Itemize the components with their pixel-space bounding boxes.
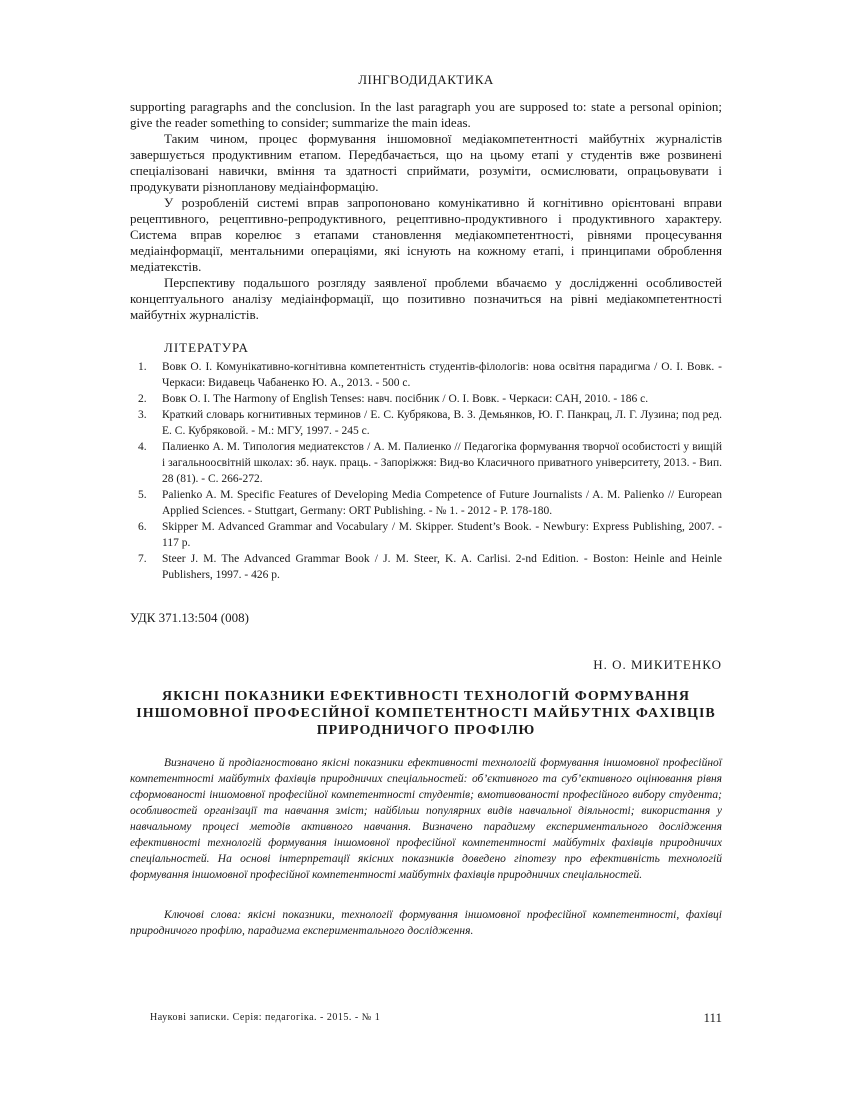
reference-item: 6. Skipper M. Advanced Grammar and Vocabulary / M. Skipper. Student’s Book. - Newbury: Express Publishing, 2007. - 117 p. <box>138 521 722 549</box>
keywords: Ключові слова: якісні показники, технології формування іншомовної професійної компетентності, фахівці природничого профілю, парадигма експериментального дослідження. <box>130 909 722 937</box>
running-header: ЛІНГВОДИДАКТИКА <box>358 72 494 87</box>
page-number: 111 <box>703 1010 722 1025</box>
reference-list <box>130 359 722 583</box>
author-name: Н. О. МИКИТЕНКО <box>593 657 722 672</box>
paragraph-4: Перспективу подальшого розгляду заявленої проблеми вбачаємо у дослідженні особливостей концептуального аналізу медіаінформації, що позитивно позначиться на рівні медіакомпетентності майбутніх журналістів. <box>130 275 722 322</box>
reference-item: 3. Краткий словарь когнитивных терминов / Е. С. Кубрякова, В. З. Демьянков, Ю. Г. Панкрац, Л. Г. Лузина; под ред. Е. С. Кубряковой. - М.: МГУ, 1997. - 245 с. <box>138 409 722 437</box>
journal-footer: Наукові записки. Серія: педагогіка. - 2015. - № 1 <box>150 1012 381 1023</box>
article-title: ЯКІСНІ ПОКАЗНИКИ ЕФЕКТИВНОСТІ ТЕХНОЛОГІЙ ФОРМУВАННЯ ІНШОМОВНОЇ ПРОФЕСІЙНОЇ КОМПЕТЕНТНОСТІ МАЙБУТНІХ ФАХІВЦІВ ПРИРОДНИЧОГО ПРОФІЛЮ <box>136 689 716 738</box>
udk-code: УДК 371.13:504 (008) <box>130 610 249 625</box>
reference-item: 4. Палиенко А. М. Типология медиатекстов / А. М. Палиенко // Педагогіка формування творчої особистості у вищій і загальноосвітній школах: зб. наук. праць. - Запоріжжя: Вид-во Класичного приватного університету, 2013. - Вип. 28 (81). - С. 266-272. <box>138 441 722 485</box>
abstract: Визначено й продіагностовано якісні показники ефективності технологій формування іншомовної професійної компетентності майбутніх фахівців природничих спеціальностей: об’єктивного та суб’єктивного оцінювання рівня сформованості іншомовної професійної компетентності студентів; вмотивованості професійного вибору студента; особливостей організації та навчання зміст; найбільш популярних видів навчальної діяльності; використання у навчальному процесі методів активного навчання. Визначено парадигму експериментального дослідження ефективності технологій формування іншомовної професійної компетентності майбутніх фахівців природничих спеціальностей. На основі інтерпретації якісних показників доведено гіпотезу про ефективність технологій формування іншомовної професійної компетентності майбутніх фахівців природничих спеціальностей. <box>130 757 722 881</box>
reference-item: 5. Palienko A. M. Specific Features of Developing Media Competence of Future Journalists / A. M. Palienko // European Applied Sciences. - Stuttgart, Germany: ORT Publishing. - № 1. - 2012 - P. 178-180. <box>138 489 722 517</box>
literature-title: ЛІТЕРАТУРА <box>164 340 249 355</box>
reference-item: 2. Вовк О. І. The Harmony of English Tenses: навч. посібник / О. І. Вовк. - Черкаси: САН, 2010. - 186 с. <box>138 393 649 405</box>
reference-item: 1. Вовк О. І. Комунікативно-когнітивна компетентність студентів-філологів: нова освітня парадигма / О. І. Вовк. - Черкаси: Видавець Чабаненко Ю. А., 2013. - 500 с. <box>138 361 722 389</box>
paragraph-1: supporting paragraphs and the conclusion. In the last paragraph you are supposed to: state a personal opinion; give the reader something to consider; summarize the main ideas. <box>130 99 722 130</box>
paragraph-3: У розробленій системі вправ запропоновано комунікативно й когнітивно орієнтовані вправи рецептивного, рецептивно-репродуктивного, рецептивно-продуктивного і продуктивного характеру. Система вправ корелює з етапами становлення медіакомпетентності, рівнями процесування медіаінформації, ментальними операціями, які існують на кожному етапі, і принципами оброблення медіатекстів. <box>130 195 722 274</box>
paragraph-2: Таким чином, процес формування іншомовної медіакомпетентності майбутніх журналістів завершується продуктивним етапом. Передбачається, що на цьому етапі у студентів вже розвинені спеціалізовані навички, вміння та здатності сприймати, розуміти, осмислювати, опрацьовувати і продукувати різнопланову медіаінформацію. <box>130 131 722 194</box>
reference-item: 7. Steer J. M. The Advanced Grammar Book / J. M. Steer, K. A. Carlisi. 2-nd Edition. - Boston: Heinle and Heinle Publishers, 1997. - 426 p. <box>138 553 722 581</box>
body-text <box>130 99 722 323</box>
